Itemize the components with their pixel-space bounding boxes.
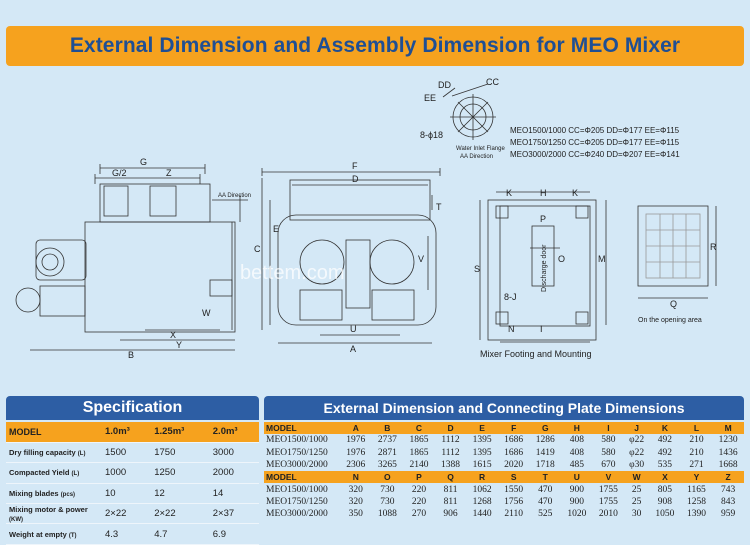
dim-cell: 320	[348, 484, 363, 495]
label-v: V	[418, 254, 425, 264]
dim-cell: 1419	[535, 447, 555, 458]
dim-cell: 30	[631, 509, 642, 520]
flange-caption-2: AA Direction	[460, 154, 494, 160]
dim-cell: 1755	[598, 496, 618, 507]
label-c: C	[254, 244, 261, 254]
spec-row-label: Dry filling capacity (L)	[6, 442, 102, 462]
dim-cell: 730	[380, 484, 395, 495]
dim-header-cell: H	[561, 422, 593, 434]
dim-cell: 1112	[441, 447, 460, 458]
opening-caption: On the opening area	[638, 317, 702, 324]
watermark: bettem.com	[240, 262, 345, 284]
spec-row	[6, 483, 259, 503]
dim-cell: 1865	[409, 435, 429, 446]
footing-label-i: I	[540, 324, 543, 334]
dim-header-row	[264, 471, 744, 483]
dim-cell: 1976	[346, 435, 366, 446]
footing-label-k2: K	[572, 188, 579, 198]
label-w: W	[202, 308, 211, 318]
dim-cell: 743	[721, 484, 736, 495]
dim-cell: φ30	[629, 460, 645, 471]
dim-cell: 900	[569, 496, 584, 507]
dim-cell: 1976	[346, 447, 366, 458]
dim-cell: MEO1500/1000	[266, 435, 328, 446]
label-z: Z	[166, 168, 172, 178]
dim-cell: 1050	[655, 509, 675, 520]
spec-cell: 4.7	[151, 524, 210, 544]
spec-cell: 12	[151, 483, 210, 503]
footing-label-h: H	[540, 188, 547, 198]
flange-spec-2: MEO1750/1250 CC=Φ205 DD=Φ177 EE=Φ115	[510, 138, 680, 147]
dim-cell: 1020	[567, 509, 587, 520]
dim-cell: 1395	[472, 435, 492, 446]
dim-cell: 3265	[377, 460, 397, 471]
dim-cell: 1686	[504, 435, 524, 446]
dim-cell: 1436	[718, 447, 738, 458]
label-x: X	[170, 330, 177, 340]
dim-cell: 492	[657, 435, 673, 446]
spec-row-label: Compacted Yield (L)	[6, 463, 102, 483]
spec-cell: 2×22	[102, 504, 151, 524]
dim-cell: 1395	[472, 447, 492, 458]
dim-cell: 2110	[504, 509, 523, 520]
dim-cell: 1550	[504, 484, 524, 495]
flange-label-dd: DD	[438, 80, 451, 90]
dim-cell: 25	[631, 484, 642, 495]
label-f: F	[352, 161, 358, 171]
dim-header-cell: U	[561, 471, 593, 483]
dim-cell: 1440	[472, 509, 492, 520]
dim-header-cell: Z	[712, 471, 744, 483]
dim-header-cell: MODEL	[264, 471, 340, 483]
dim-row	[264, 434, 744, 446]
dim-cell: 271	[689, 460, 704, 471]
dim-cell: 670	[601, 460, 616, 471]
dim-cell: 2010	[598, 509, 618, 520]
dim-cell: 408	[569, 435, 584, 446]
dim-cell: 270	[411, 509, 427, 520]
spec-cell: 1750	[151, 442, 210, 462]
dim-cell: 210	[689, 447, 704, 458]
dim-cell: 1686	[504, 447, 524, 458]
opening-label-r: R	[710, 242, 717, 252]
label-g2: G/2	[112, 168, 127, 178]
spec-row-label: Mixing motor & power (KW)	[6, 504, 102, 524]
dim-cell: 1388	[441, 460, 461, 471]
flange-label-cc: CC	[486, 77, 499, 87]
dim-cell: 525	[538, 509, 553, 520]
flange-label-ee: EE	[424, 93, 437, 103]
dim-cell: 1756	[504, 496, 524, 507]
dim-cell: 350	[348, 509, 363, 520]
footing-label-n: N	[508, 324, 515, 334]
spec-cell: 14	[210, 483, 259, 503]
flange-label-holes: 8-ϕ18	[420, 130, 444, 140]
dim-cell: 2871	[377, 447, 397, 458]
dim-row	[264, 508, 744, 520]
dim-header-cell: Q	[435, 471, 467, 483]
specification-title: Specification	[6, 396, 259, 420]
dim-cell: 843	[721, 496, 736, 507]
dim-cell: 1615	[472, 460, 492, 471]
dim-header-row	[264, 422, 744, 434]
dim-header-cell: L	[681, 422, 713, 434]
dim-cell: 580	[601, 447, 616, 458]
dim-header-cell: V	[593, 471, 625, 483]
label-b: B	[128, 350, 135, 360]
label-d: D	[352, 174, 359, 184]
footing-discharge-door: Discharge door	[541, 244, 548, 292]
dim-cell: 1390	[686, 509, 706, 520]
dim-cell: MEO1750/1250	[266, 447, 328, 458]
dim-cell: 906	[443, 509, 458, 520]
dim-cell: 805	[657, 484, 673, 495]
dim-cell: 220	[411, 484, 427, 495]
spec-header-row	[6, 422, 259, 442]
dim-header-cell: E	[466, 422, 498, 434]
footing-label-o: O	[558, 254, 566, 264]
dim-row	[264, 459, 744, 471]
dim-cell: 485	[569, 460, 584, 471]
dim-cell: 470	[538, 484, 553, 495]
spec-row	[6, 442, 259, 462]
title-banner	[6, 26, 744, 66]
spec-row	[6, 524, 259, 544]
dim-row	[264, 447, 744, 459]
dim-cell: 1268	[472, 496, 492, 507]
flange-spec-3: MEO3000/2000 CC=Φ240 DD=Φ207 EE=Φ141	[510, 150, 680, 159]
spec-cell: 6.9	[210, 524, 259, 544]
dim-cell: 1718	[535, 460, 555, 471]
spec-cell: 1000	[102, 463, 151, 483]
spec-row-label: Mixing blades (pcs)	[6, 483, 102, 503]
dim-cell: 320	[348, 496, 363, 507]
dim-cell: 1165	[687, 484, 706, 495]
dim-header-cell: D	[435, 422, 467, 434]
spec-cell: 2000	[210, 463, 259, 483]
dim-cell: 959	[721, 509, 736, 520]
dim-header-cell: W	[624, 471, 649, 483]
dim-cell: 580	[601, 435, 616, 446]
footing-caption: Mixer Footing and Mounting	[480, 349, 592, 359]
dim-cell: 2020	[504, 460, 524, 471]
flange-caption-1: Water Inlet Flange	[456, 146, 505, 152]
dim-cell: 2737	[377, 435, 397, 446]
dim-cell: 1668	[718, 460, 738, 471]
dim-header-cell: T	[529, 471, 561, 483]
spec-row	[6, 463, 259, 483]
dimensions-table	[264, 422, 744, 520]
dim-row	[264, 496, 744, 508]
opening-label-q: Q	[670, 299, 678, 309]
spec-header-value: 1.25m³	[151, 422, 210, 442]
dim-row	[264, 483, 744, 495]
dim-cell: 811	[443, 484, 458, 495]
spec-row-label: Weight at empty (T)	[6, 524, 102, 544]
dimensions-title: External Dimension and Connecting Plate Dimensions	[264, 396, 744, 420]
spec-header-label: MODEL	[6, 422, 102, 442]
footing-label-k1: K	[506, 188, 513, 198]
spec-cell: 10	[102, 483, 151, 503]
dim-cell: 900	[569, 484, 584, 495]
dim-cell: 1062	[472, 484, 492, 495]
flange-spec-1: MEO1500/1000 CC=Φ205 DD=Φ177 EE=Φ115	[510, 126, 680, 135]
dim-cell: 2306	[346, 460, 366, 471]
spec-cell: 4.3	[102, 524, 151, 544]
spec-row	[6, 504, 259, 524]
dim-header-cell: C	[403, 422, 435, 434]
spec-cell: 3000	[210, 442, 259, 462]
dim-header-cell: MODEL	[264, 422, 340, 434]
page-title: External Dimension and Assembly Dimension for MEO Mixer	[69, 34, 681, 57]
dim-cell: 25	[631, 496, 642, 507]
spec-cell: 2×22	[151, 504, 210, 524]
specification-table	[6, 422, 259, 545]
dim-header-cell: Y	[681, 471, 713, 483]
spec-cell: 2×37	[210, 504, 259, 524]
dim-cell: 210	[689, 435, 704, 446]
label-aa-direction: AA Direction	[218, 193, 252, 199]
dim-header-cell: A	[340, 422, 372, 434]
label-y: Y	[176, 340, 183, 350]
dim-header-cell: R	[466, 471, 498, 483]
label-t: T	[436, 202, 442, 212]
assembly-drawing	[0, 70, 750, 390]
dim-cell: φ22	[629, 435, 645, 446]
label-a: A	[350, 344, 357, 354]
dim-cell: 408	[569, 447, 584, 458]
dim-header-cell: O	[372, 471, 404, 483]
dim-header-cell: N	[340, 471, 372, 483]
dim-cell: 1088	[377, 509, 397, 520]
dim-cell: 2140	[409, 460, 429, 471]
dim-cell: 220	[411, 496, 427, 507]
dim-header-cell: S	[498, 471, 530, 483]
footing-label-s: S	[474, 264, 481, 274]
spec-cell: 1250	[151, 463, 210, 483]
dim-cell: 1286	[535, 435, 555, 446]
label-g: G	[140, 157, 148, 167]
dim-header-cell: I	[593, 422, 625, 434]
footing-label-j: 8-J	[504, 292, 517, 302]
dim-cell: 811	[443, 496, 458, 507]
dim-cell: 908	[657, 496, 673, 507]
dim-cell: MEO1750/1250	[266, 496, 328, 507]
dim-cell: 730	[380, 496, 395, 507]
dim-header-cell: P	[403, 471, 435, 483]
dim-header-cell: F	[498, 422, 530, 434]
label-e: E	[273, 224, 280, 234]
label-u: U	[350, 324, 357, 334]
dim-cell: MEO3000/2000	[266, 460, 328, 471]
dim-cell: φ22	[629, 447, 645, 458]
footing-label-m: M	[598, 254, 606, 264]
dim-header-cell: X	[649, 471, 681, 483]
dim-cell: MEO1500/1000	[266, 484, 328, 495]
dim-header-cell: M	[712, 422, 744, 434]
dim-header-cell: B	[372, 422, 404, 434]
spec-cell: 1500	[102, 442, 151, 462]
dim-cell: 535	[657, 460, 673, 471]
dim-cell: 1755	[598, 484, 618, 495]
dim-cell: 1230	[718, 435, 738, 446]
dim-cell: 492	[657, 447, 673, 458]
dim-header-cell: J	[624, 422, 649, 434]
dim-cell: 470	[538, 496, 553, 507]
footing-label-p: P	[540, 214, 547, 224]
dim-cell: 1112	[441, 435, 460, 446]
dim-cell: 1258	[686, 496, 706, 507]
dim-cell: 1865	[409, 447, 429, 458]
dim-header-cell: G	[529, 422, 561, 434]
dim-header-cell: K	[649, 422, 681, 434]
spec-header-value: 1.0m³	[102, 422, 151, 442]
dim-cell: MEO3000/2000	[266, 509, 328, 520]
spec-header-value: 2.0m³	[210, 422, 259, 442]
